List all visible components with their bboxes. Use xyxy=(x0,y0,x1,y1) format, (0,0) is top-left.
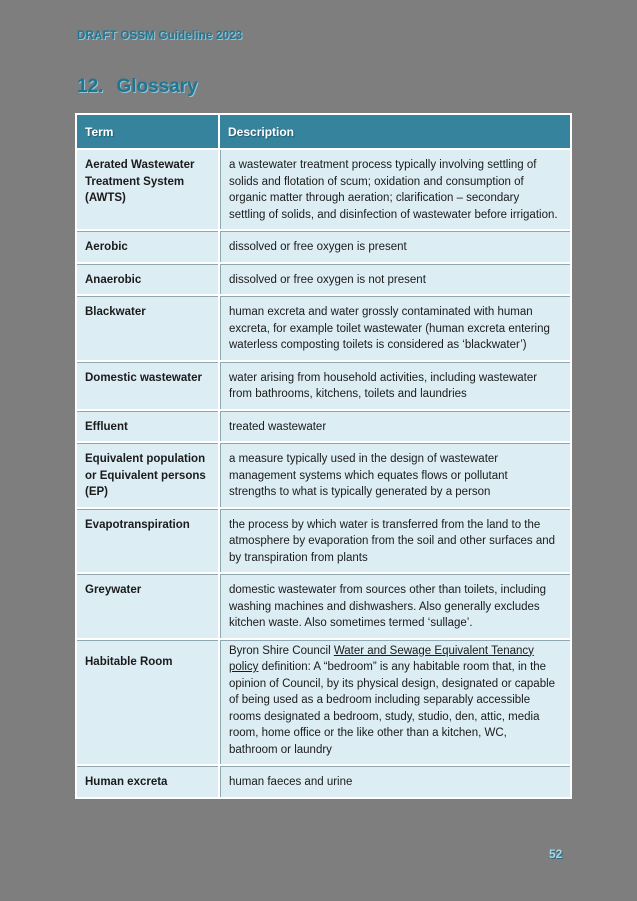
description-cell: a wastewater treatment process typically involving settling of solids and flotation of scum; oxidation and consumption of organic matter through aeration; clarification – secondary settling of solids, and disinfection of wastewater before irrigation. xyxy=(220,150,570,229)
term-cell: Effluent xyxy=(77,411,218,442)
column-header-term: Term xyxy=(77,115,218,148)
table-row xyxy=(77,574,570,638)
description-cell: water arising from household activities, including wastewater from bathrooms, kitchens, toilets and laundries xyxy=(220,362,570,409)
term-cell: Equivalent population or Equivalent persons (EP) xyxy=(77,443,218,507)
table-header-row xyxy=(77,115,570,148)
term-cell: Greywater xyxy=(77,574,218,638)
table-row xyxy=(77,296,570,360)
table-row xyxy=(77,443,570,507)
policy-link[interactable]: Water and Sewage Equivalent Tenancy policy xyxy=(229,644,534,673)
table-row xyxy=(77,362,570,409)
term-cell: Habitable Room xyxy=(77,640,218,765)
term-cell: Aerobic xyxy=(77,231,218,262)
term-cell: Aerated Wastewater Treatment System (AWTS) xyxy=(77,150,218,229)
term-cell: Domestic wastewater xyxy=(77,362,218,409)
page-number: 52 xyxy=(549,847,563,861)
term-cell: Blackwater xyxy=(77,296,218,360)
column-header-description: Description xyxy=(220,115,570,148)
section-number: 12. xyxy=(77,76,104,97)
description-cell: dissolved or free oxygen is present xyxy=(220,231,570,262)
description-cell: human faeces and urine xyxy=(220,766,570,797)
table-row xyxy=(77,640,570,765)
section-title: Glossary xyxy=(116,76,198,97)
table-row xyxy=(77,150,570,229)
description-cell: human excreta and water grossly contaminated with human excreta, for example toilet wastewater (human excreta entering waterless composting toilets is considered as ‘blackwater’) xyxy=(220,296,570,360)
table-row xyxy=(77,231,570,262)
description-cell: domestic wastewater from sources other than toilets, including washing machines and dishwashers. Also generally excludes kitchen waste. Also sometimes termed ‘sullage’. xyxy=(220,574,570,638)
glossary-table xyxy=(75,113,572,799)
term-cell: Evapotranspiration xyxy=(77,509,218,573)
description-cell: the process by which water is transferred from the land to the atmosphere by evaporation from the soil and other surfaces and by transpiration from plants xyxy=(220,509,570,573)
table-row xyxy=(77,264,570,295)
description-cell: Byron Shire Council Water and Sewage Equivalent Tenancy policy definition: A “bedroom” is any habitable room that, in the opinion of Council, by its physical design, designated or capable of being used as a bedroom including separably accessible rooms designated a bedroom, study, studio, den, attic, media room, home office or the like other than a kitchen, WC, bathroom or laundry xyxy=(220,640,570,765)
description-cell: dissolved or free oxygen is not present xyxy=(220,264,570,295)
section-heading xyxy=(77,76,198,98)
description-cell: a measure typically used in the design of wastewater management systems which equates flows or pollutant strengths to what is typically generated by a person xyxy=(220,443,570,507)
table-row xyxy=(77,509,570,573)
table-row xyxy=(77,411,570,442)
document-header: DRAFT OSSM Guideline 2023 xyxy=(77,30,243,42)
term-cell: Human excreta xyxy=(77,766,218,797)
description-cell: treated wastewater xyxy=(220,411,570,442)
table-row xyxy=(77,766,570,797)
term-cell: Anaerobic xyxy=(77,264,218,295)
